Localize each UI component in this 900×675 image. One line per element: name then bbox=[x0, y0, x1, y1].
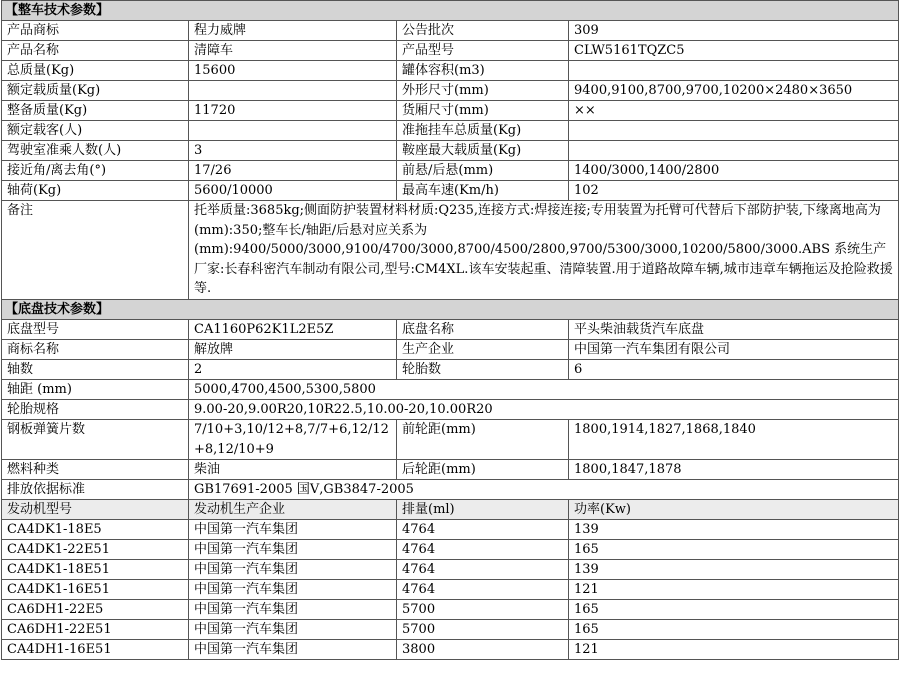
engine-row bbox=[2, 520, 899, 540]
remarks-text: 托举质量:3685kg;侧面防护装置材料材质:Q235,连接方式:焊接连接;专用装置为托臂可代替后下部防护装,下缘离地高为(mm):350;整车长/轴距/后悬对应关系为(mm):9400/5000/3000,9100/4700/3000,8700/4500/2800,9700/5300/3000,10200/5800/3000.ABS 系统生产厂家:长春科密汽车制动有限公司,型号:CM4XL.该车安装起重、清障装置.用于道路故障车辆,城市违章车辆拖运及抢险救援等. bbox=[189, 201, 899, 300]
engine-row bbox=[2, 540, 899, 560]
cell: 165 bbox=[569, 600, 899, 620]
cell: 中国第一汽车集团 bbox=[189, 560, 397, 580]
column-header: 发动机型号 bbox=[2, 500, 189, 520]
engine-row bbox=[2, 620, 899, 640]
engine-header-row bbox=[2, 500, 899, 520]
cell: 鞍座最大载质量(Kg) bbox=[397, 141, 569, 161]
cell: 139 bbox=[569, 560, 899, 580]
cell: 4764 bbox=[397, 520, 569, 540]
cell: 2 bbox=[189, 360, 397, 380]
cell: 产品名称 bbox=[2, 41, 189, 61]
cell: 4764 bbox=[397, 580, 569, 600]
cell: 4764 bbox=[397, 560, 569, 580]
wheelbase-row bbox=[2, 380, 899, 400]
cell: CA4DK1-18E51 bbox=[2, 560, 189, 580]
cell: 生产企业 bbox=[397, 340, 569, 360]
cell: 4764 bbox=[397, 540, 569, 560]
cell: 额定载质量(Kg) bbox=[2, 81, 189, 101]
cell: 121 bbox=[569, 580, 899, 600]
cell: 6 bbox=[569, 360, 899, 380]
cell: 309 bbox=[569, 21, 899, 41]
cell bbox=[189, 121, 397, 141]
cell: 接近角/离去角(°) bbox=[2, 161, 189, 181]
cell: 平头柴油载货汽车底盘 bbox=[569, 320, 899, 340]
table-row bbox=[2, 81, 899, 101]
cell: 中国第一汽车集团 bbox=[189, 600, 397, 620]
cell: 1400/3000,1400/2800 bbox=[569, 161, 899, 181]
table-row bbox=[2, 101, 899, 121]
cell: 中国第一汽车集团 bbox=[189, 580, 397, 600]
table-row bbox=[2, 181, 899, 201]
cell: 5000,4700,4500,5300,5800 bbox=[189, 380, 899, 400]
cell: 公告批次 bbox=[397, 21, 569, 41]
cell: 底盘名称 bbox=[397, 320, 569, 340]
cell: 额定载客(人) bbox=[2, 121, 189, 141]
cell: 总质量(Kg) bbox=[2, 61, 189, 81]
cell bbox=[569, 61, 899, 81]
fuel-row bbox=[2, 460, 899, 480]
engine-row bbox=[2, 560, 899, 580]
section-header-vehicle bbox=[2, 1, 899, 21]
table-row bbox=[2, 21, 899, 41]
cell: 最高车速(Km/h) bbox=[397, 181, 569, 201]
cell bbox=[569, 141, 899, 161]
cell: 前轮距(mm) bbox=[397, 420, 569, 460]
remarks-label: 备注 bbox=[2, 201, 189, 300]
cell: 中国第一汽车集团有限公司 bbox=[569, 340, 899, 360]
table-row bbox=[2, 61, 899, 81]
table-row bbox=[2, 121, 899, 141]
section-title: 【底盘技术参数】 bbox=[2, 300, 899, 320]
cell: 外形尺寸(mm) bbox=[397, 81, 569, 101]
cell: CA6DH1-22E5 bbox=[2, 600, 189, 620]
cell: 前悬/后悬(mm) bbox=[397, 161, 569, 181]
cell: 1800,1914,1827,1868,1840 bbox=[569, 420, 899, 460]
engine-row bbox=[2, 640, 899, 660]
engine-row bbox=[2, 580, 899, 600]
cell: 后轮距(mm) bbox=[397, 460, 569, 480]
tire-spec-row bbox=[2, 400, 899, 420]
cell: 解放牌 bbox=[189, 340, 397, 360]
cell: ×× bbox=[569, 101, 899, 121]
cell: 中国第一汽车集团 bbox=[189, 620, 397, 640]
cell: 驾驶室准乘人数(人) bbox=[2, 141, 189, 161]
cell: 5700 bbox=[397, 620, 569, 640]
cell: 中国第一汽车集团 bbox=[189, 640, 397, 660]
cell: 程力威牌 bbox=[189, 21, 397, 41]
cell: 中国第一汽车集团 bbox=[189, 520, 397, 540]
table-row bbox=[2, 141, 899, 161]
cell: CA4DK1-16E51 bbox=[2, 580, 189, 600]
cell: 5700 bbox=[397, 600, 569, 620]
cell: 轴荷(Kg) bbox=[2, 181, 189, 201]
engine-row bbox=[2, 600, 899, 620]
cell: 15600 bbox=[189, 61, 397, 81]
cell: 轮胎数 bbox=[397, 360, 569, 380]
cell: 中国第一汽车集团 bbox=[189, 540, 397, 560]
table-row bbox=[2, 41, 899, 61]
cell: 清障车 bbox=[189, 41, 397, 61]
cell: CA6DH1-22E51 bbox=[2, 620, 189, 640]
emission-row bbox=[2, 480, 899, 500]
cell: 燃料种类 bbox=[2, 460, 189, 480]
cell: 整备质量(Kg) bbox=[2, 101, 189, 121]
cell: 产品型号 bbox=[397, 41, 569, 61]
cell: CA4DH1-16E51 bbox=[2, 640, 189, 660]
cell: 底盘型号 bbox=[2, 320, 189, 340]
cell: 165 bbox=[569, 620, 899, 640]
cell: 轴距 (mm) bbox=[2, 380, 189, 400]
cell: 102 bbox=[569, 181, 899, 201]
table-row bbox=[2, 161, 899, 181]
cell: CA4DK1-22E51 bbox=[2, 540, 189, 560]
cell: 121 bbox=[569, 640, 899, 660]
section-title: 【整车技术参数】 bbox=[2, 1, 899, 21]
springs-row bbox=[2, 420, 899, 460]
cell: 轮胎规格 bbox=[2, 400, 189, 420]
cell: CLW5161TQZC5 bbox=[569, 41, 899, 61]
cell: 商标名称 bbox=[2, 340, 189, 360]
column-header: 功率(Kw) bbox=[569, 500, 899, 520]
cell: 排放依据标准 bbox=[2, 480, 189, 500]
cell: 柴油 bbox=[189, 460, 397, 480]
table-row bbox=[2, 320, 899, 340]
cell: CA4DK1-18E5 bbox=[2, 520, 189, 540]
cell bbox=[569, 121, 899, 141]
table-row bbox=[2, 340, 899, 360]
cell: 3800 bbox=[397, 640, 569, 660]
cell: CA1160P62K1L2E5Z bbox=[189, 320, 397, 340]
cell: 7/10+3,10/12+8,7/7+6,12/12+8,12/10+9 bbox=[189, 420, 397, 460]
cell: 139 bbox=[569, 520, 899, 540]
spec-table bbox=[1, 0, 899, 660]
cell: 9.00-20,9.00R20,10R22.5,10.00-20,10.00R20 bbox=[189, 400, 899, 420]
cell: 3 bbox=[189, 141, 397, 161]
cell bbox=[189, 81, 397, 101]
cell: 准拖挂车总质量(Kg) bbox=[397, 121, 569, 141]
cell: 5600/10000 bbox=[189, 181, 397, 201]
cell: GB17691-2005 国Ⅴ,GB3847-2005 bbox=[189, 480, 899, 500]
cell: 11720 bbox=[189, 101, 397, 121]
cell: 货厢尺寸(mm) bbox=[397, 101, 569, 121]
remarks-row bbox=[2, 201, 899, 300]
cell: 1800,1847,1878 bbox=[569, 460, 899, 480]
cell: 产品商标 bbox=[2, 21, 189, 41]
cell: 轴数 bbox=[2, 360, 189, 380]
cell: 17/26 bbox=[189, 161, 397, 181]
cell: 165 bbox=[569, 540, 899, 560]
column-header: 排量(ml) bbox=[397, 500, 569, 520]
cell: 罐体容积(m3) bbox=[397, 61, 569, 81]
cell: 9400,9100,8700,9700,10200×2480×3650 bbox=[569, 81, 899, 101]
cell: 钢板弹簧片数 bbox=[2, 420, 189, 460]
section-header-chassis bbox=[2, 300, 899, 320]
column-header: 发动机生产企业 bbox=[189, 500, 397, 520]
table-row bbox=[2, 360, 899, 380]
